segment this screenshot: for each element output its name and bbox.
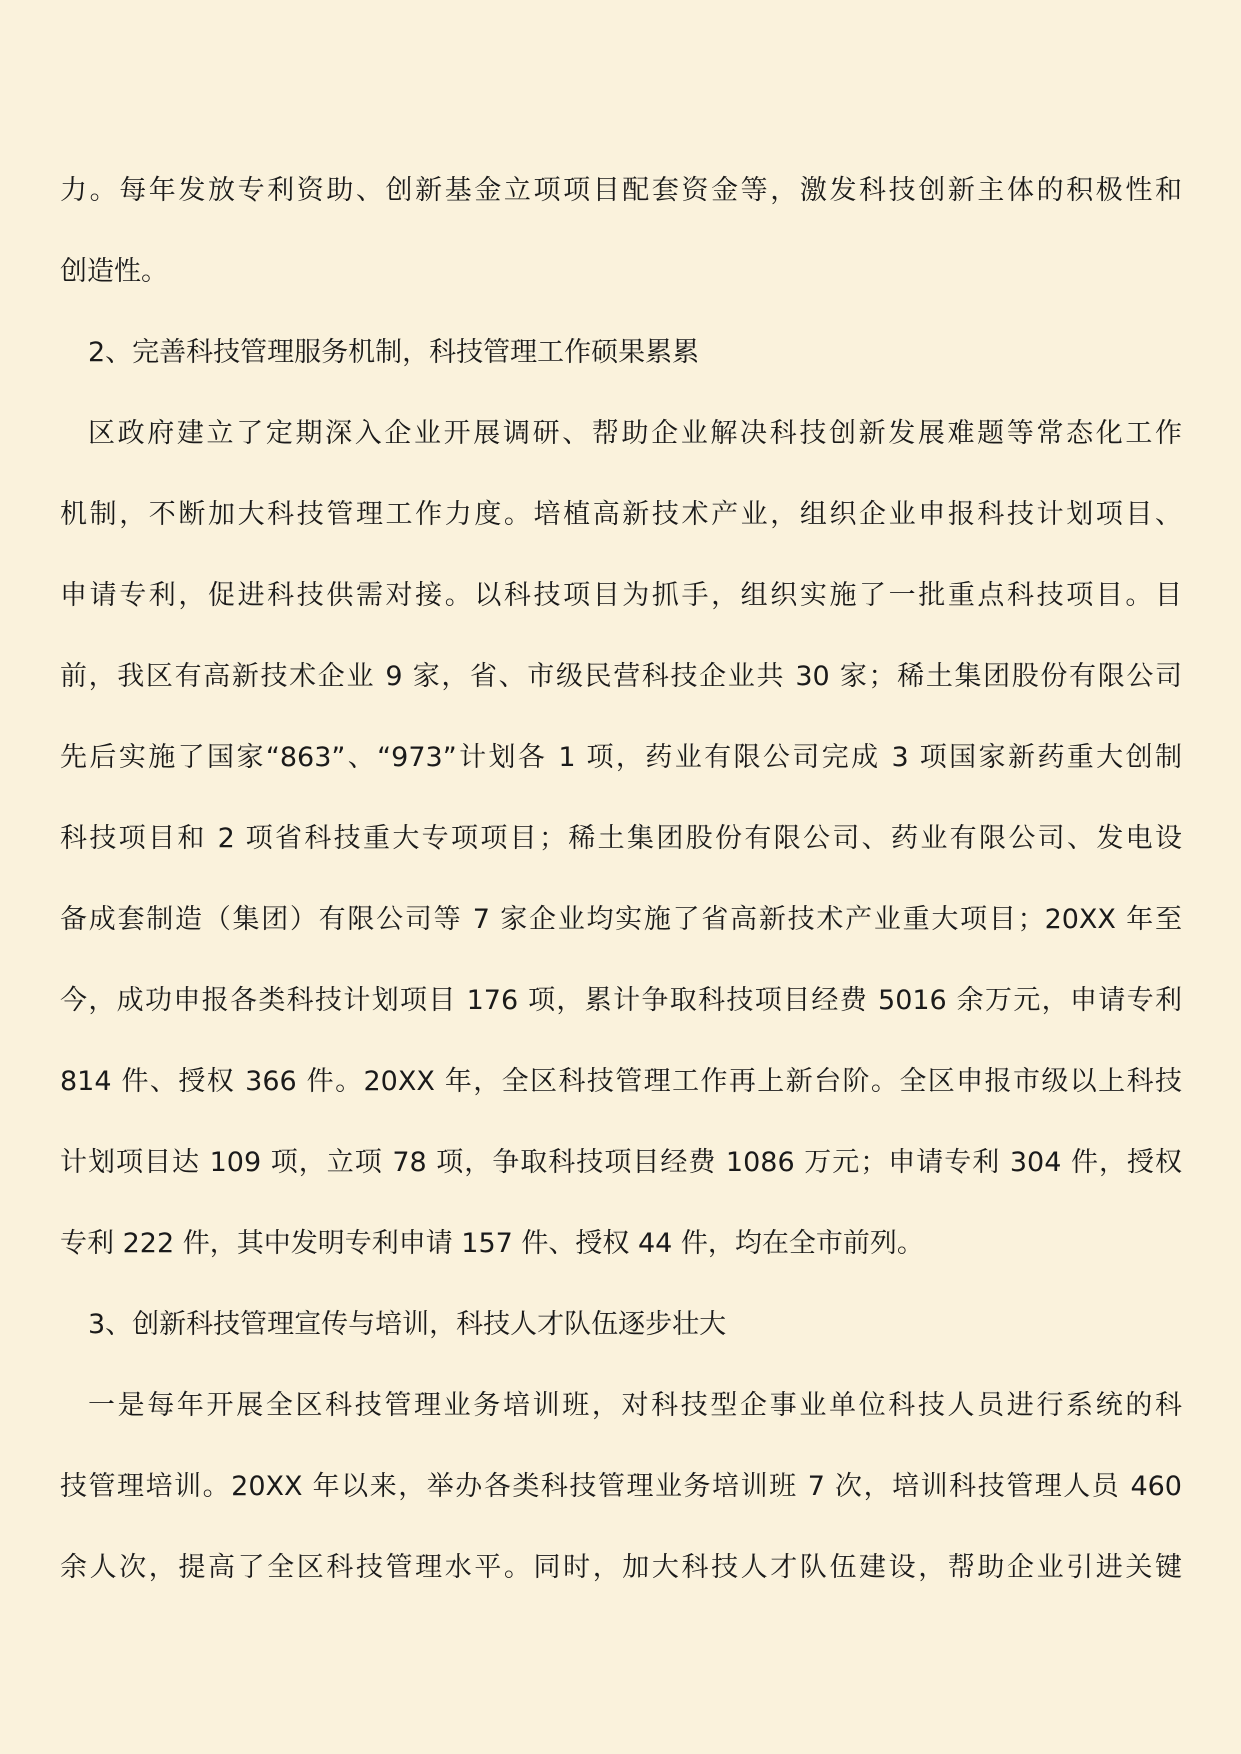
- text-line: 区政府建立了定期深入企业开展调研、帮助企业解决科技创新发展难题等常态化工作: [88, 418, 1182, 449]
- text-line: 814 件、授权 366 件。20XX 年，全区科技管理工作再上新台阶。全区申报市级以上科技: [60, 1066, 1182, 1097]
- text-line: 力。每年发放专利资助、创新基金立项项目配套资金等，激发科技创新主体的积极性和: [60, 175, 1182, 206]
- text-line: 前，我区有高新技术企业 9 家，省、市级民营科技企业共 30 家；稀土集团股份有限公司: [60, 661, 1182, 692]
- text-line: 技管理培训。20XX 年以来，举办各类科技管理业务培训班 7 次，培训科技管理人员 460: [60, 1471, 1182, 1502]
- text-line: 机制，不断加大科技管理工作力度。培植高新技术产业，组织企业申报科技计划项目、: [60, 499, 1182, 530]
- text-line: 申请专利，促进科技供需对接。以科技项目为抓手，组织实施了一批重点科技项目。目: [60, 580, 1182, 611]
- text-line: 一是每年开展全区科技管理业务培训班，对科技型企事业单位科技人员进行系统的科: [88, 1390, 1182, 1421]
- text-line: 专利 222 件，其中发明专利申请 157 件、授权 44 件，均在全市前列。: [60, 1228, 924, 1259]
- text-line: 今，成功申报各类科技计划项目 176 项，累计争取科技项目经费 5016 余万元，申请专利: [60, 985, 1182, 1016]
- text-line: 科技项目和 2 项省科技重大专项项目；稀土集团股份有限公司、药业有限公司、发电设: [60, 823, 1182, 854]
- text-line: 先后实施了国家“863”、“973”计划各 1 项，药业有限公司完成 3 项国家新药重大创制: [60, 742, 1182, 773]
- text-line: 余人次，提高了全区科技管理水平。同时，加大科技人才队伍建设，帮助企业引进关键: [60, 1552, 1182, 1583]
- text-line: 计划项目达 109 项，立项 78 项，争取科技项目经费 1086 万元；申请专利 304 件，授权: [60, 1147, 1182, 1178]
- section-heading: 3、创新科技管理宣传与培训，科技人才队伍逐步壮大: [88, 1309, 727, 1340]
- text-line: 备成套制造（集团）有限公司等 7 家企业均实施了省高新技术产业重大项目；20XX 年至: [60, 904, 1182, 935]
- section-heading: 2、完善科技管理服务机制，科技管理工作硕果累累: [88, 337, 700, 368]
- text-line: 创造性。: [60, 256, 168, 287]
